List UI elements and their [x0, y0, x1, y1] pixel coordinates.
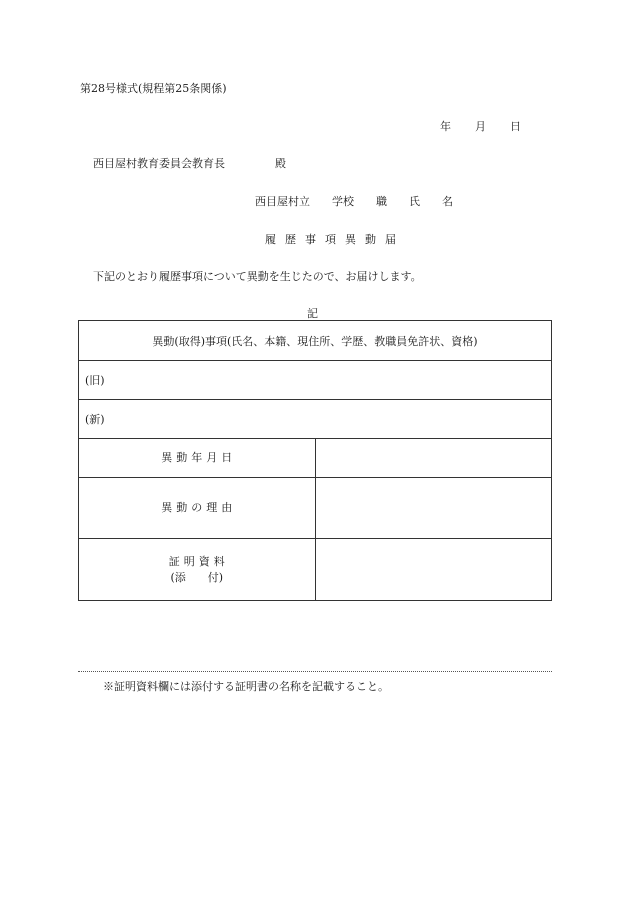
change-date-row: [79, 439, 552, 478]
proof-label-line2: (添 付): [170, 570, 224, 584]
date-day: 日: [510, 120, 521, 133]
date-line: [440, 118, 521, 134]
reason-field[interactable]: [315, 478, 552, 539]
reason-label: 異 動 の 理 由: [79, 478, 316, 539]
record-table: [78, 320, 552, 601]
title-char: 届: [385, 233, 396, 246]
proof-label-line1: 証 明 資 料: [168, 554, 225, 568]
table-header-row: [79, 321, 552, 361]
school-suffix: 学校: [332, 195, 354, 208]
proof-field[interactable]: [315, 539, 552, 601]
new-row: [79, 400, 552, 439]
title-char: 異: [345, 233, 356, 246]
ki-label: 記: [307, 307, 318, 320]
table-header: 異動(取得)事項(氏名、本籍、現住所、学歴、教職員免許状、資格): [79, 321, 552, 361]
name-label-1: 氏: [409, 195, 420, 208]
title-char: 動: [365, 233, 376, 246]
change-date-field[interactable]: [315, 439, 552, 478]
date-year: 年: [440, 120, 451, 133]
title-char: 事: [305, 233, 316, 246]
addressee-name: 西目屋村教育委員会教育長: [93, 157, 225, 170]
addressee-honorific: 殿: [275, 157, 286, 170]
document-title: [265, 231, 396, 247]
school-line: [255, 193, 453, 209]
intro-text: 下記のとおり履歴事項について異動を生じたので、お届けします。: [93, 270, 422, 283]
change-date-label: 異 動 年 月 日: [79, 439, 316, 478]
proof-row: [79, 539, 552, 601]
addressee: [93, 155, 286, 171]
reason-row: [79, 478, 552, 539]
form-number: 第28号様式(規程第25条関係): [80, 82, 227, 95]
position-label: 職: [376, 195, 387, 208]
footnote: ※証明資料欄には添付する証明書の名称を記載すること。: [103, 680, 389, 693]
title-char: 歴: [285, 233, 296, 246]
proof-label: [79, 539, 316, 601]
school-prefix: 西目屋村立: [255, 195, 310, 208]
title-char: 項: [325, 233, 336, 246]
dotted-divider: [78, 671, 552, 672]
name-label-2: 名: [442, 195, 453, 208]
date-month: 月: [475, 120, 486, 133]
old-row: [79, 361, 552, 400]
new-field[interactable]: (新): [79, 400, 552, 439]
old-field[interactable]: (旧): [79, 361, 552, 400]
title-char: 履: [265, 233, 276, 246]
